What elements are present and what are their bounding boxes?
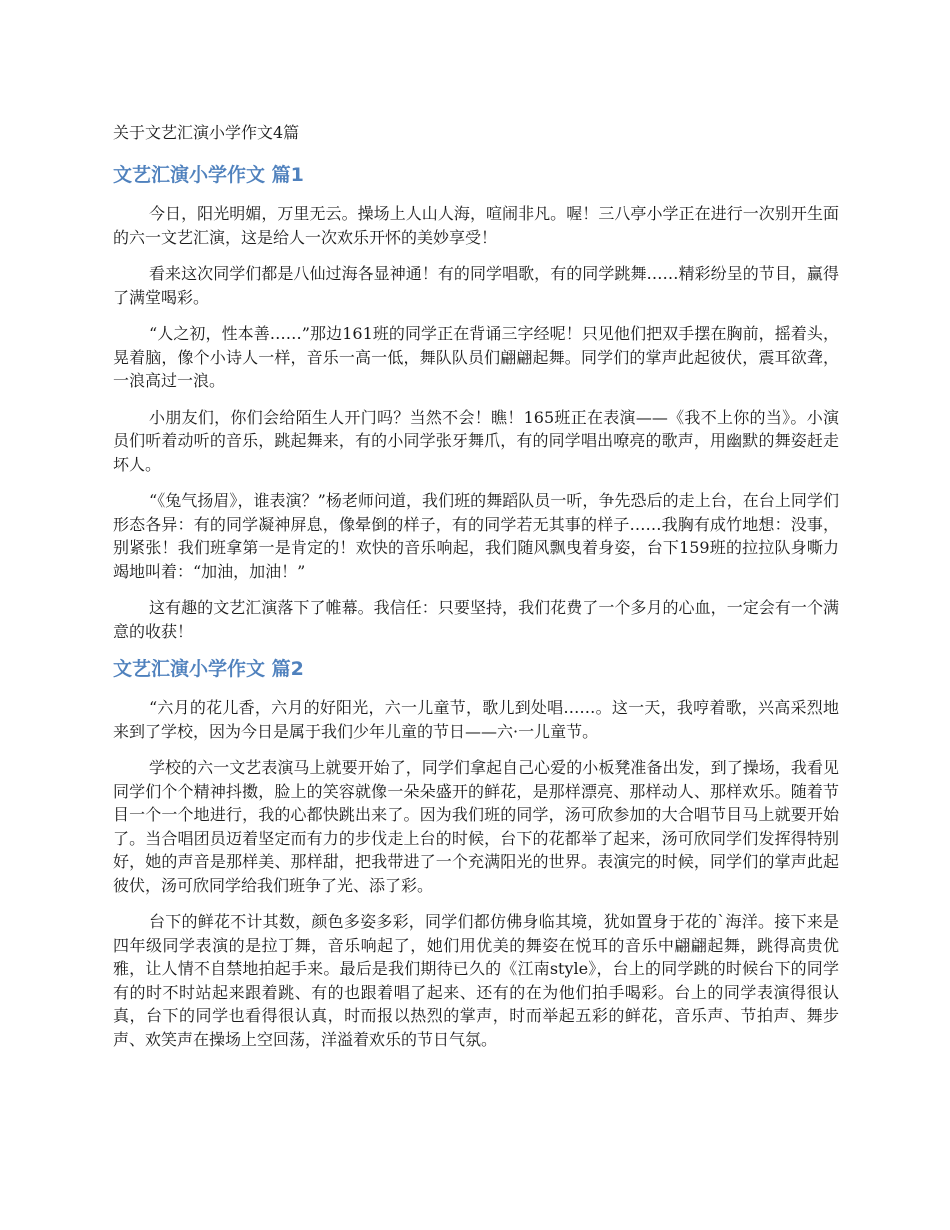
section-1 (113, 162, 839, 643)
paragraph: “《兔气扬眉》，谁表演？”杨老师问道，我们班的舞蹈队员一听，争先恐后的走上台，在台上同学们形态各异：有的同学凝神屏息，像晕倒的样子，有的同学若无其事的样子……我胸有成竹地想：没事，别紧张！我们班拿第一是肯定的！欢快的音乐响起，我们随风飘曳着身姿，台下159班的拉拉队身嘶力竭地叫着：“加油，加油！” (113, 491, 839, 581)
section-heading: 文艺汇演小学作文 篇1 (113, 164, 304, 186)
document-title: 关于文艺汇演小学作文4篇 (113, 123, 300, 142)
paragraph: 学校的六一文艺表演马上就要开始了，同学们拿起自己心爱的小板凳准备出发，到了操场，我看见同学们个个精神抖擞，脸上的笑容就像一朵朵盛开的鲜花，是那样漂亮、那样动人、那样欢乐。随着节目一个一个地进行，我的心都快跳出来了。因为我们班的同学，汤可欣参加的大合唱节目马上就要开始了。当合唱团员迈着坚定而有力的步伐走上台的时候，台下的花都举了起来，汤可欣同学们发挥得特别好，她的声音是那样美、那样甜，把我带进了一个充满阳光的世界。表演完的时候，同学们的掌声此起彼伏，汤可欣同学给我们班争了光、添了彩。 (113, 758, 839, 895)
document-page (113, 122, 839, 1064)
paragraph: 台下的鲜花不计其数，颜色多姿多彩，同学们都仿佛身临其境，犹如置身于花的`海洋。接下来是四年级同学表演的是拉丁舞，音乐响起了，她们用优美的舞姿在悦耳的音乐中翩翩起舞，跳得高贵优雅，让人情不自禁地拍起手来。最后是我们期待已久的《江南style》，台上的同学跳的时候台下的同学有的时不时站起来跟着跳、有的也跟着唱了起来、还有的在为他们拍手喝彩。台上的同学表演得很认真，台下的同学也看得很认真，时而报以热烈的掌声，时而举起五彩的鲜花，音乐声、节拍声、舞步声、欢笑声在操场上空回荡，洋溢着欢乐的节日气氛。 (113, 912, 839, 1049)
section-heading: 文艺汇演小学作文 篇2 (113, 658, 304, 680)
paragraph: “人之初，性本善……”那边161班的同学正在背诵三字经呢！只见他们把双手摆在胸前，摇着头，晃着脑，像个小诗人一样，音乐一高一低，舞队队员们翩翩起舞。同学们的掌声此起彼伏，震耳欲聋，一浪高过一浪。 (113, 324, 839, 390)
section-2 (113, 656, 839, 1051)
paragraph: 今日，阳光明媚，万里无云。操场上人山人海，喧闹非凡。喔！三八亭小学正在进行一次别开生面的六一文艺汇演，这是给人一次欢乐开怀的美妙享受！ (113, 204, 839, 247)
paragraph: “六月的花儿香，六月的好阳光，六一儿童节，歌儿到处唱……。这一天，我哼着歌，兴高采烈地来到了学校，因为今日是属于我们少年儿童的节日——六·一儿童节。 (113, 698, 839, 741)
paragraph: 看来这次同学们都是八仙过海各显神通！有的同学唱歌，有的同学跳舞……精彩纷呈的节目，赢得了满堂喝彩。 (113, 264, 839, 307)
paragraph: 小朋友们，你们会给陌生人开门吗？当然不会！瞧！165班正在表演——《我不上你的当》。小演员们听着动听的音乐，跳起舞来，有的小同学张牙舞爪，有的同学唱出嘹亮的歌声，用幽默的舞姿赶走坏人。 (113, 407, 839, 474)
paragraph: 这有趣的文艺汇演落下了帷幕。我信任：只要坚持，我们花费了一个多月的心血，一定会有一个满意的收获！ (113, 598, 839, 641)
